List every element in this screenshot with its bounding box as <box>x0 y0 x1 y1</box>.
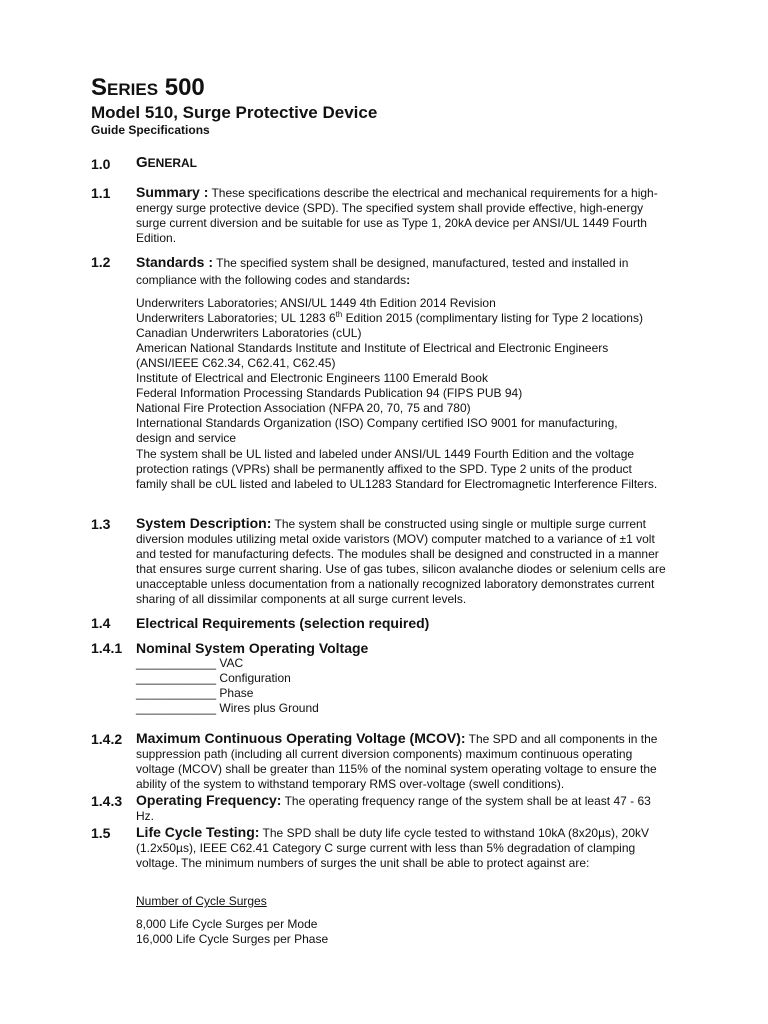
standards-colon: : <box>406 273 411 287</box>
ul1283-superscript: th <box>335 310 343 319</box>
wires-blank[interactable]: ____________ <box>136 701 217 715</box>
voltage-selection-list <box>136 656 666 716</box>
cycle-surges-list <box>136 917 666 947</box>
standards-list-item: Underwriters Laboratories; ANSI/UL 1449 4th Edition 2014 Revision <box>136 296 496 310</box>
operating-frequency-lead: Operating Frequency: <box>136 792 282 808</box>
life-cycle-text: The SPD shall be duty life cycle tested to withstand 10kA (8x20µs), 20kV (1.2x50µs), IEEE C62.41 Category C surge current with less than 5% degradation of clamping voltage. The minimum numbers of surges the unit shall be able to protect against are: <box>136 826 649 870</box>
mcov-lead: Maximum Continuous Operating Voltage (MCOV): <box>136 730 466 746</box>
phase-row <box>136 686 666 701</box>
section-1-4-heading: Electrical Requirements (selection required) <box>136 615 430 631</box>
cycle-surges-item: 16,000 Life Cycle Surges per Phase <box>136 932 329 946</box>
standards-list-item: National Fire Protection Association (NFPA 20, 70, 75 and 780) <box>136 401 471 415</box>
standards-list-item: Institute of Electrical and Electronic Engineers 1100 Emerald Book <box>136 371 488 385</box>
guide-specifications-label: Guide Specifications <box>91 123 210 137</box>
standards-list <box>136 296 666 446</box>
phase-label: Phase <box>216 686 254 700</box>
section-1-2-body <box>136 254 666 289</box>
mcov-text: The SPD and all components in the suppression path (including all current diversion components) maximum continuous operating voltage (MCOV) shall be greater than 115% of the nominal system operating voltage to ensure the ability of the system to withstand temporary RMS over-voltage (swell conditions). <box>136 732 658 791</box>
section-1-5-number: 1.5 <box>91 825 111 841</box>
standards-list-item: design and service <box>136 431 237 445</box>
vac-label: VAC <box>216 656 244 670</box>
ul1283-rest: Edition 2015 (complimentary listing for Type 2 locations) <box>342 311 643 325</box>
configuration-blank[interactable]: ____________ <box>136 671 217 685</box>
section-1-5-body <box>136 825 666 871</box>
operating-frequency-text: The operating frequency range of the system shall be at least 47 - 63 Hz. <box>136 794 651 823</box>
section-1-0-heading <box>136 155 666 171</box>
wires-label: Wires plus Ground <box>216 701 319 715</box>
phase-blank[interactable]: ____________ <box>136 686 217 700</box>
life-cycle-lead: Life Cycle Testing: <box>136 824 260 840</box>
configuration-label: Configuration <box>216 671 291 685</box>
section-1-3-body <box>136 516 666 607</box>
general-initial: G <box>136 154 148 171</box>
summary-text: These specifications describe the electrical and mechanical requirements for a high-energy surge protective device (SPD). The specified system shall provide effective, high-energy surge current diversion and be suitable for use as Type 1, 20kA device per ANSI/UL 1449 Fourth Edition. <box>136 186 658 245</box>
standards-list-item: International Standards Organization (ISO) Company certified ISO 9001 for manufacturing, <box>136 416 618 430</box>
standards-list-item: Federal Information Processing Standards Publication 94 (FIPS PUB 94) <box>136 386 523 400</box>
section-1-4-2-body <box>136 731 666 792</box>
cycle-surges-item: 8,000 Life Cycle Surges per Mode <box>136 917 318 931</box>
model-title: Model 510, Surge Protective Device <box>91 103 378 122</box>
section-1-1-body <box>136 185 666 246</box>
standards-list-item: Canadian Underwriters Laboratories (cUL) <box>136 326 362 340</box>
ul-listing-note: The system shall be UL listed and labeled under ANSI/UL 1449 Fourth Edition and the voltage protection ratings (VPRs) shall be permanently affixed to the SPD. Type 2 units of the product family shall be cUL listed and labeled to UL1283 Standard for Electromagnetic Interference Filters. <box>136 447 658 491</box>
section-1-2-number: 1.2 <box>91 254 111 270</box>
vac-row <box>136 656 666 671</box>
series-number: 500 <box>158 74 205 101</box>
wires-row <box>136 701 666 716</box>
standards-list-item: (ANSI/IEEE C62.34, C62.41, C62.45) <box>136 356 336 370</box>
section-1-4-3-body <box>136 793 666 824</box>
system-description-text: The system shall be constructed using single or multiple surge current diversion modules utilizing metal oxide varistors (MOV) computer matched to a variance of ±1 volt and tested for manufacturing defects. The modules shall be designed and constructed in a manner that ensures surge current sharing. Use of gas tubes, silicon avalanche diodes or selenium cells are unacceptable unless documentation from a nationally recognized laboratory demonstrates current sharing of all dissimilar components at all surge current levels. <box>136 517 666 606</box>
standards-text: The specified system shall be designed, manufactured, tested and installed in compliance with the following codes and standards <box>136 256 629 287</box>
configuration-row <box>136 671 666 686</box>
vac-blank[interactable]: ____________ <box>136 656 217 670</box>
section-1-0-number: 1.0 <box>91 156 111 172</box>
section-1-3-number: 1.3 <box>91 516 111 532</box>
series-title <box>91 72 205 106</box>
section-1-4-3-number: 1.4.3 <box>91 793 123 809</box>
section-1-1-number: 1.1 <box>91 185 111 201</box>
general-rest: ENERAL <box>147 156 198 170</box>
section-1-4-2-number: 1.4.2 <box>91 731 123 747</box>
cycle-surges-header: Number of Cycle Surges <box>136 894 267 908</box>
summary-lead: Summary : <box>136 184 209 200</box>
section-1-4-1-number: 1.4.1 <box>91 640 123 656</box>
series-initial: S <box>91 74 108 101</box>
standards-list-item <box>136 311 666 326</box>
system-description-lead: System Description: <box>136 515 272 531</box>
section-1-4-number: 1.4 <box>91 615 111 631</box>
standards-list-item: American National Standards Institute and Institute of Electrical and Electronic Engineers <box>136 341 609 355</box>
section-1-4-1-heading: Nominal System Operating Voltage <box>136 640 369 656</box>
standards-lead: Standards : <box>136 254 214 270</box>
ul1283-text: Underwriters Laboratories; UL 1283 6 <box>136 311 336 325</box>
series-rest: ERIES <box>107 80 159 99</box>
